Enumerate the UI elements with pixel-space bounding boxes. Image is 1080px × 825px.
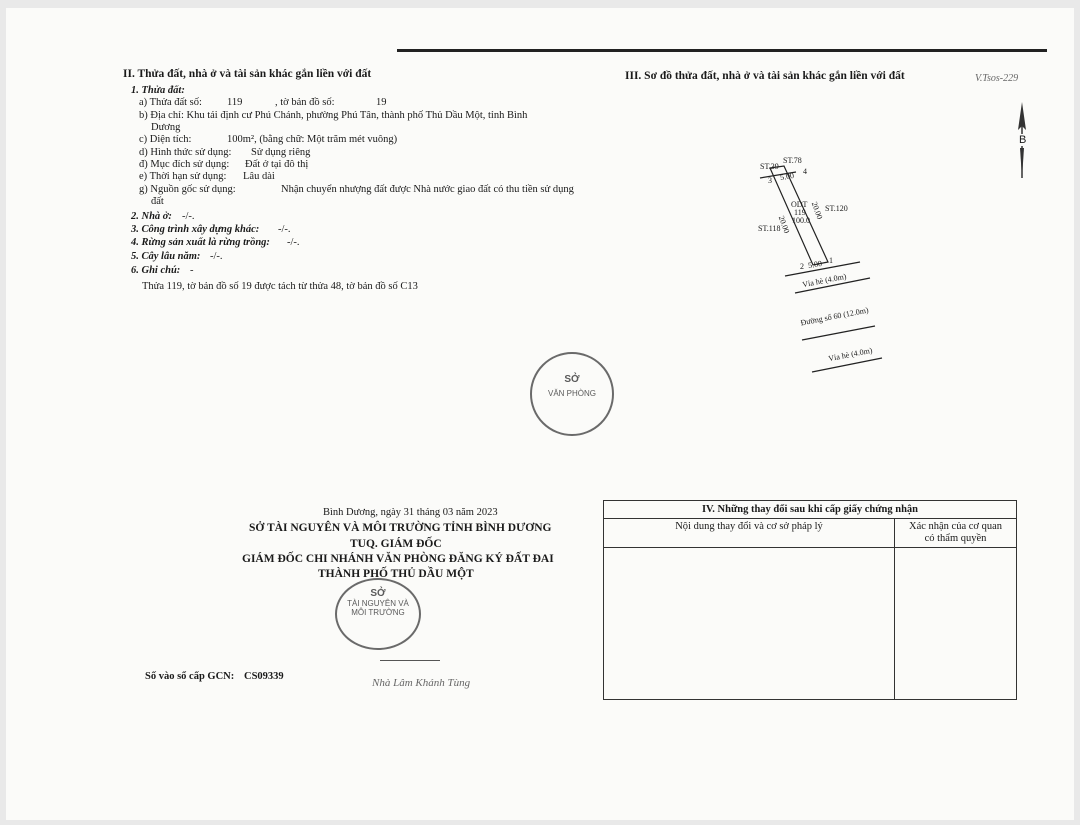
usage-purpose-label: đ) Mục đích sử dụng:	[139, 159, 230, 170]
section-2-title: II. Thửa đất, nhà ở và tài sản khác gắn liền với đất	[123, 68, 372, 80]
corner-3: 3	[768, 176, 772, 185]
note-value: -	[190, 265, 194, 276]
note-text: Thửa 119, tờ bản đồ số 19 được tách từ thửa 48, tờ bản đồ số C13	[142, 281, 418, 292]
corner-2: 2	[800, 262, 804, 271]
confirmation-cell	[895, 548, 1017, 700]
land-heading: 1. Thửa đất:	[131, 85, 185, 96]
area-label: c) Diện tích:	[139, 134, 192, 145]
house-value: -/-.	[182, 211, 195, 222]
neighbor-st78: ST.78	[783, 156, 802, 165]
neighbor-st39: ST.39	[760, 162, 779, 171]
signer-position: GIÁM ĐỐC CHI NHÁNH VĂN PHÒNG ĐĂNG KÝ ĐẤT ĐAI	[242, 553, 554, 565]
neighbor-st120: ST.120	[825, 204, 848, 213]
map-sheet-value: 19	[376, 97, 387, 108]
origin-value-cont: đất	[151, 196, 164, 207]
official-seal-stamp: SỞ TÀI NGUYÊN VÀ MÔI TRƯỜNG	[335, 578, 421, 650]
parcel-number-value: 119	[227, 97, 243, 108]
forest-value: -/-.	[287, 237, 300, 248]
parcel-number: 119	[794, 208, 806, 217]
road-label: Đường số 60 (12.0m)	[799, 305, 870, 328]
sidewalk-label-1: Vỉa hè (4.0m)	[801, 271, 848, 290]
column-confirmation-header: Xác nhận của cơ quan có thẩm quyền	[895, 519, 1017, 548]
section-4-title: IV. Những thay đổi sau khi cấp giấy chứng nhận	[604, 501, 1017, 519]
perennial-value: -/-.	[210, 251, 223, 262]
top-border-line	[397, 49, 1047, 52]
note-heading: 6. Ghi chú:	[131, 265, 181, 276]
tuq-title: TUQ. GIÁM ĐỐC	[350, 538, 442, 550]
corner-4: 4	[803, 167, 807, 176]
construction-value: -/-.	[278, 224, 291, 235]
house-heading: 2. Nhà ở:	[131, 211, 172, 222]
edge-right: 20.00	[809, 200, 825, 221]
road-line-1	[785, 262, 860, 276]
usage-term-value: Lâu dài	[243, 171, 275, 182]
registry-label: Số vào sổ cấp GCN:	[145, 671, 235, 682]
signing-date: Bình Dương, ngày 31 tháng 03 năm 2023	[323, 507, 498, 518]
reference-code: V.Tsos-229	[975, 73, 1019, 84]
road-line-3	[802, 326, 875, 340]
usage-form-label: d) Hình thức sử dụng:	[139, 147, 232, 158]
usage-purpose-value: Đất ở tại đô thị	[245, 159, 309, 170]
address-line-1: b) Địa chỉ: Khu tái định cư Phú Chánh, phường Phú Tân, thành phố Thủ Dầu Một, tỉnh Bình	[139, 110, 528, 121]
neighbor-st118: ST.118	[758, 224, 781, 233]
parcel-area: 100.0	[792, 216, 810, 225]
corner-1: 1	[829, 256, 833, 265]
sidewalk-label-2: Vỉa hè (4.0m)	[827, 345, 874, 364]
usage-term-label: e) Thời hạn sử dụng:	[139, 171, 227, 182]
area-value: 100m², (bằng chữ: Một trăm mét vuông)	[227, 134, 398, 145]
edge-top: 5.00	[779, 170, 795, 183]
registry-value: CS09339	[244, 671, 284, 682]
construction-heading: 3. Công trình xây dựng khác:	[131, 224, 260, 235]
parcel-number-label: a) Thửa đất số:	[139, 97, 202, 108]
changes-table	[603, 500, 1017, 700]
signer-name: Nhà Lâm Khánh Tùng	[372, 677, 471, 689]
forest-heading: 4. Rừng sản xuất là rừng trồng:	[131, 237, 270, 248]
address-line-2: Dương	[151, 122, 181, 133]
signature-line	[380, 660, 440, 661]
road-line-4	[812, 358, 882, 372]
origin-label: g) Nguồn gốc sử dụng:	[139, 184, 236, 195]
signer-office-city: THÀNH PHỐ THỦ DẦU MỘT	[318, 568, 474, 580]
column-changes-header: Nội dung thay đổi và cơ sở pháp lý	[604, 519, 895, 548]
parcel-code: ODT	[791, 200, 808, 209]
map-sheet-label: , tờ bản đồ số:	[275, 97, 335, 108]
edge-left: 20.00	[776, 214, 792, 235]
origin-value: Nhận chuyển nhượng đất được Nhà nước giao đất có thu tiền sử dụng	[281, 184, 574, 195]
edge-bottom: 5.00	[807, 258, 823, 271]
issuing-organization: SỞ TÀI NGUYÊN VÀ MÔI TRƯỜNG TỈNH BÌNH DƯƠNG	[249, 522, 552, 534]
section-3-title: III. Sơ đồ thửa đất, nhà ở và tài sản khác gắn liền với đất	[625, 70, 905, 82]
office-seal-stamp: SỞ VĂN PHÒNG	[530, 352, 614, 436]
usage-form-value: Sử dụng riêng	[251, 147, 311, 158]
changes-content-cell	[604, 548, 895, 700]
perennial-heading: 5. Cây lâu năm:	[131, 251, 201, 262]
north-label: B	[1019, 134, 1027, 146]
